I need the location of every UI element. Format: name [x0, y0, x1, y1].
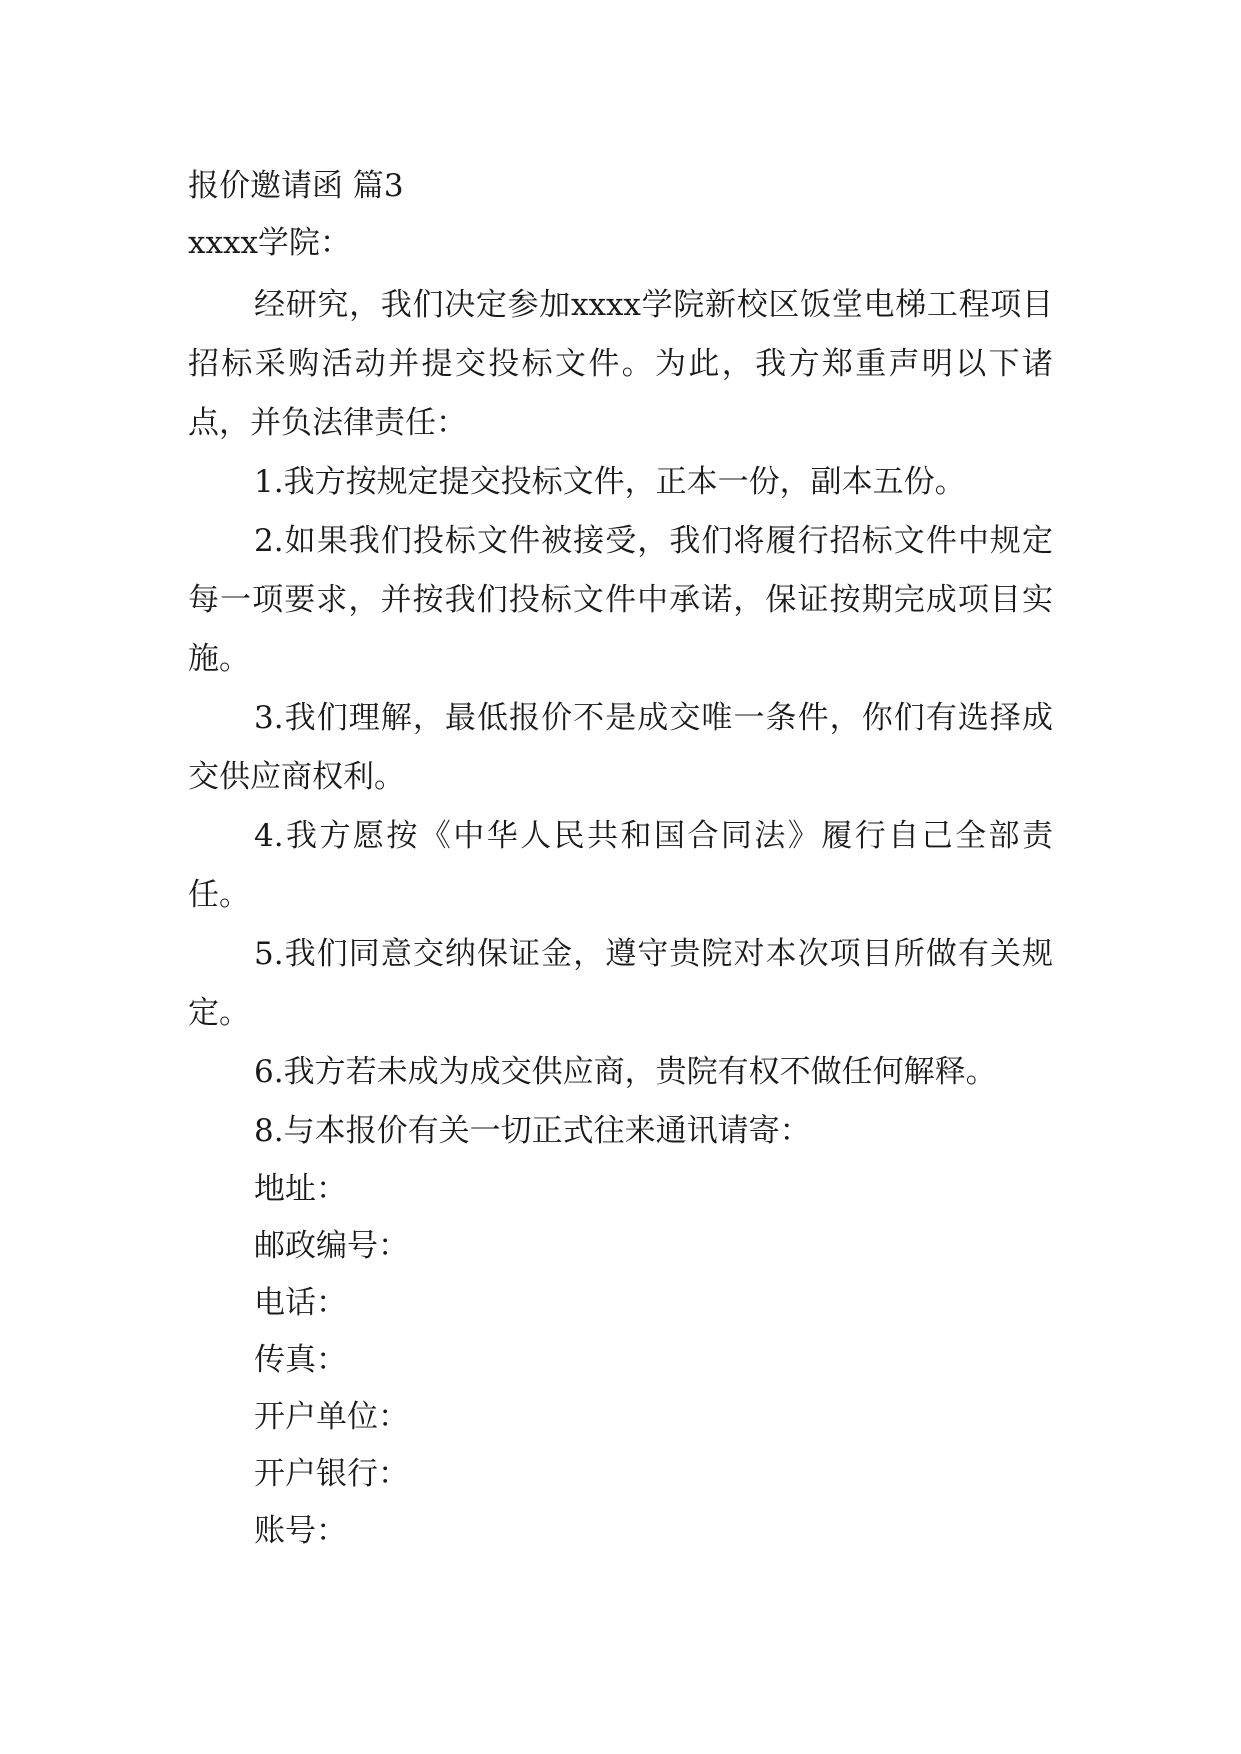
- intro-paragraph: 经研究，我们决定参加xxxx学院新校区饭堂电梯工程项目招标采购活动并提交投标文件。为此，我方郑重声明以下诸点，并负法律责任：: [188, 287, 1053, 441]
- list-item: 4.我方愿按《中华人民共和国合同法》履行自己全部责任。: [188, 818, 1053, 913]
- list-item: 5.我们同意交纳保证金，遵守贵院对本次项目所做有关规定。: [188, 936, 1053, 1031]
- list-item: 6.我方若未成为成交供应商，贵院有权不做任何解释。: [254, 1054, 997, 1090]
- contact-address-label: 地址：: [254, 1171, 347, 1207]
- contact-bank-label: 开户银行：: [254, 1456, 409, 1492]
- contact-account-holder-label: 开户单位：: [254, 1399, 409, 1435]
- document-body: [188, 156, 1053, 1560]
- list-item: 1.我方按规定提交投标文件，正本一份，副本五份。: [254, 464, 966, 500]
- contact-phone-label: 电话：: [254, 1285, 347, 1321]
- list-item: 8.与本报价有关一切正式往来通讯请寄：: [254, 1113, 811, 1149]
- salutation: xxxx学院：: [188, 225, 351, 261]
- list-item: 3.我们理解，最低报价不是成交唯一条件，你们有选择成交供应商权利。: [188, 700, 1053, 795]
- contact-account-number-label: 账号：: [254, 1513, 347, 1549]
- contact-fax-label: 传真：: [254, 1342, 347, 1378]
- contact-postcode-label: 邮政编号：: [254, 1228, 409, 1264]
- document-title: 报价邀请函 篇3: [188, 168, 404, 204]
- list-item: 2.如果我们投标文件被接受，我们将履行招标文件中规定每一项要求，并按我们投标文件中承诺，保证按期完成项目实施。: [188, 523, 1053, 677]
